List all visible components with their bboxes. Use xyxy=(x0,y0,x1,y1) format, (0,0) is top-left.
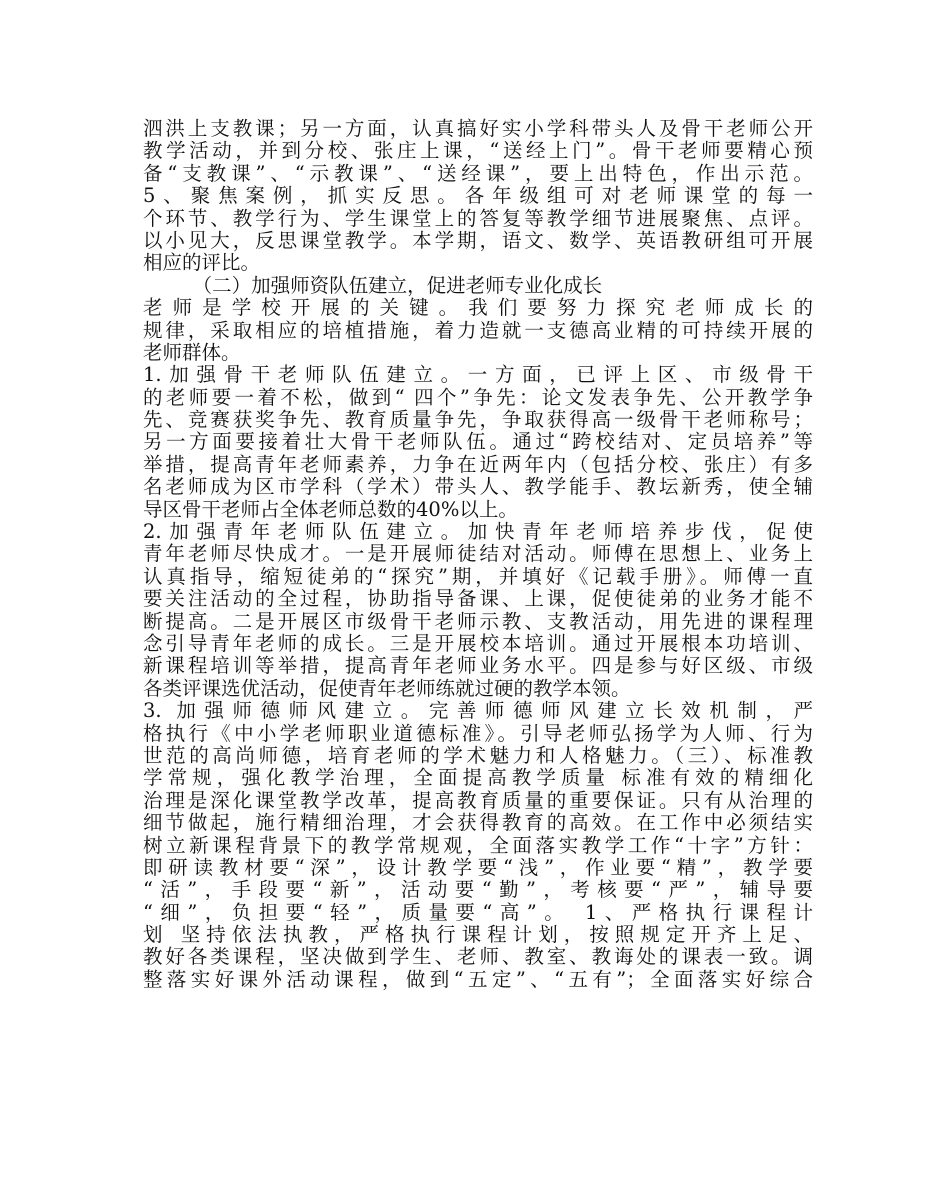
text-line: “细”，负担要“轻”，质量要“高”。 1、严格执行课程计 xyxy=(143,900,813,924)
text-line: 1.加强骨干老师队伍建立。一方面，已评上区、市级骨干 xyxy=(143,363,813,387)
text-line: 树立新课程背景下的教学常规观，全面落实教学工作“十字”方针： xyxy=(143,833,813,857)
text-line: 举措，提高青年老师素养，力争在近两年内（包括分校、张庄）有多 xyxy=(143,452,813,476)
text-line: 相应的评比。 xyxy=(143,251,261,275)
body-text xyxy=(143,118,813,991)
text-line: 泗洪上支教课；另一方面，认真搞好实小学科带头人及骨干老师公开 xyxy=(143,117,813,140)
text-line: 即研读教材要“深”，设计教学要“浅”，作业要“精”，教学要 xyxy=(143,855,813,879)
text-line: 断提高。二是开展区市级骨干老师示教、支教活动，用先进的课程理 xyxy=(143,609,813,633)
text-line: 青年老师尽快成才。一是开展师徒结对活动。师傅在思想上、业务上 xyxy=(143,542,813,566)
text-line: 先、竞赛获奖争先、教育质量争先，争取获得高一级骨干老师称号； xyxy=(143,408,813,432)
text-line: 导区骨干老师占全体老师总数的40%以上。 xyxy=(143,497,518,521)
text-line: 认真指导，缩短徒弟的“探究”期，并填好《记载手册》。师傅一直 xyxy=(143,564,813,588)
text-line: 学常规，强化教学治理，全面提高教学质量 标准有效的精细化 xyxy=(143,766,813,790)
text-line: 细节做起，施行精细治理，才会获得教育的高效。在工作中必须结实 xyxy=(143,811,813,835)
text-line: 的老师要一着不松，做到“ 四个”争先：论文发表争先、公开教学争 xyxy=(143,385,813,409)
text-line: （二）加强师资队伍建立，促进老师专业化成长 xyxy=(143,273,603,297)
text-line: 划 坚持依法执教，严格执行课程计划，按照规定开齐上足、 xyxy=(143,923,813,947)
text-line: 名老师成为区市学科（学术）带头人、教学能手、教坛新秀，使全辅 xyxy=(143,475,813,499)
text-line: 5、聚焦案例，抓实反思。各年级组可对老师课堂的每一 xyxy=(143,184,813,208)
text-line: 新课程培训等举措，提高青年老师业务水平。四是参与好区级、市级 xyxy=(143,654,813,678)
text-line: “活”，手段要“新”，活动要“勤”，考核要“严”，辅导要 xyxy=(143,878,813,902)
text-line: 老师是学校开展的关键。我们要努力探究老师成长的 xyxy=(143,296,813,320)
text-line: 以小见大，反思课堂教学。本学期，语文、数学、英语教研组可开展 xyxy=(143,228,813,252)
text-line: 治理是深化课堂教学改革，提高教育质量的重要保证。只有从治理的 xyxy=(143,788,813,812)
text-line: 规律，采取相应的培植措施，着力造就一支德高业精的可持续开展的 xyxy=(143,318,813,342)
text-line: 个环节、教学行为、学生课堂上的答复等教学细节进展聚焦、点评。 xyxy=(143,206,813,230)
text-line: 格执行《中小学老师职业道德标准》。引导老师弘扬学为人师、行为 xyxy=(143,721,813,745)
text-line: 备“支教课”、“示教课”、“送经课”，要上出特色，作出示范。 xyxy=(143,161,813,185)
text-line: 整落实好课外活动课程，做到“五定”、“五有”；全面落实好综合 xyxy=(143,967,813,991)
text-line: 要关注活动的全过程，协助指导备课、上课，促使徒弟的业务才能不 xyxy=(143,587,813,611)
text-line: 世范的高尚师德，培育老师的学术魅力和人格魅力。（三）、标准教 xyxy=(143,743,813,767)
text-line: 教好各类课程，坚决做到学生、老师、教室、教诲处的课表一致。调 xyxy=(143,945,813,969)
text-line: 另一方面要接着壮大骨干老师队伍。通过“跨校结对、定员培养”等 xyxy=(143,430,813,454)
text-line: 教学活动，并到分校、张庄上课，“送经上门”。骨干老师要精心预 xyxy=(143,139,813,163)
text-line: 各类评课选优活动，促使青年老师练就过硬的教学本领。 xyxy=(143,676,631,700)
text-line: 2.加强青年老师队伍建立。加快青年老师培养步伐，促使 xyxy=(143,520,813,544)
text-line: 念引导青年老师的成长。三是开展校本培训。通过开展根本功培训、 xyxy=(143,631,813,655)
text-line: 3. 加强师德师风建立。完善师德师风建立长效机制，严 xyxy=(143,699,813,723)
text-line: 老师群体。 xyxy=(143,340,241,364)
